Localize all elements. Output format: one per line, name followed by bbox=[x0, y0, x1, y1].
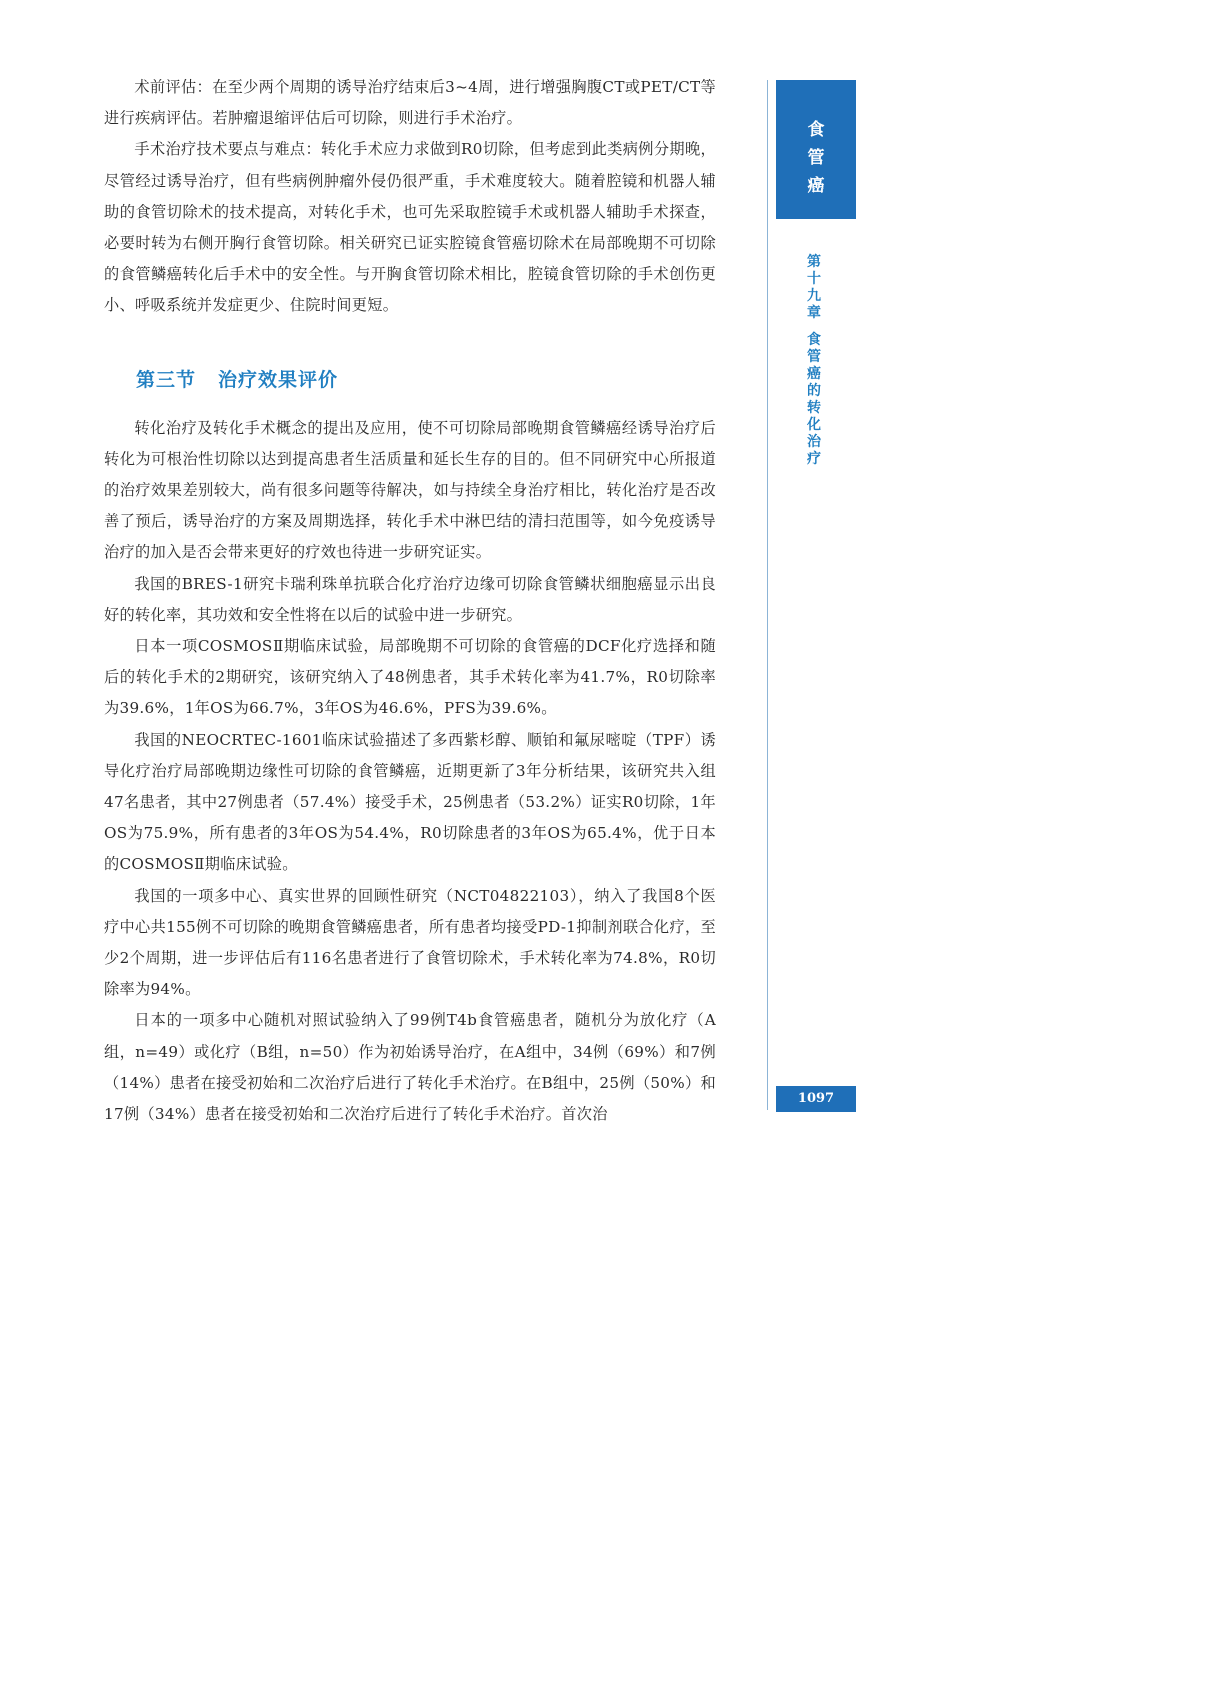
paragraph-cosmos: 日本一项COSMOSⅡ期临床试验，局部晚期不可切除的食管癌的DCF化疗选择和随后的转化手术的2期研究，该研究纳入了48例患者，其手术转化率为41.7%，R0切除率为39.6%，1年OS为66.7%，3年OS为46.6%，PFS为39.6%。 bbox=[104, 637, 716, 718]
chapter-char: 食 bbox=[807, 332, 821, 348]
chapter-tab-char: 管 bbox=[807, 148, 825, 168]
main-content bbox=[104, 72, 716, 1130]
chapter-char: 的 bbox=[807, 383, 821, 399]
section-heading bbox=[136, 365, 716, 392]
chapter-char: 治 bbox=[807, 434, 821, 450]
chapter-char: 管 bbox=[807, 349, 821, 365]
section-title: 治疗效果评价 bbox=[218, 368, 339, 391]
chapter-char: 疗 bbox=[807, 451, 821, 467]
chapter-char: 第 bbox=[807, 254, 821, 270]
chapter-tab-char: 食 bbox=[807, 120, 825, 140]
paragraph-neocrtec: 我国的NEOCRTEC-1601临床试验描述了多西紫杉醇、顺铂和氟尿嘧啶（TPF）诱导化疗治疗局部晚期边缘性可切除的食管鳞癌，近期更新了3年分析结果，该研究共入组47名患者，其中27例患者（57.4%）接受手术，25例患者（53.2%）证实R0切除，1年OS为75.9%，所有患者的3年OS为54.4%，R0切除患者的3年OS为65.4%，优于日本的COSMOSⅡ期临床试验。 bbox=[104, 730, 716, 874]
chapter-title-vertical bbox=[802, 254, 826, 468]
paragraph-bres1: 我国的BRES-1研究卡瑞利珠单抗联合化疗治疗边缘可切除食管鳞状细胞癌显示出良好的转化率，其功效和安全性将在以后的试验中进一步研究。 bbox=[104, 574, 716, 624]
chapter-title-gap bbox=[802, 322, 826, 332]
chapter-char: 十 bbox=[807, 271, 821, 287]
paragraph-japan-t4b: 日本的一项多中心随机对照试验纳入了99例T4b食管癌患者，随机分为放化疗（A组，n=49）或化疗（B组，n=50）作为初始诱导治疗，在A组中，34例（69%）和7例（14%）患者在接受初始和二次治疗后进行了转化手术治疗。在B组中，25例（50%）和17例（34%）患者在接受初始和二次治疗后进行了转化手术治疗。首次治 bbox=[104, 1011, 716, 1124]
section-number: 第三节 bbox=[136, 368, 197, 391]
paragraph-preop-evaluation: 术前评估：在至少两个周期的诱导治疗结束后3~4周，进行增强胸腹CT或PET/CT等进行疾病评估。若肿瘤退缩评估后可切除，则进行手术治疗。 bbox=[104, 78, 716, 128]
chapter-char: 转 bbox=[807, 400, 821, 416]
page-number: 1097 bbox=[776, 1086, 856, 1112]
chapter-char: 九 bbox=[807, 288, 821, 304]
chapter-char: 癌 bbox=[807, 366, 821, 382]
paragraph-surgery-key-points: 手术治疗技术要点与难点：转化手术应力求做到R0切除，但考虑到此类病例分期晚，尽管经过诱导治疗，但有些病例肿瘤外侵仍很严重，手术难度较大。随着腔镜和机器人辅助的食管切除术的技术提高，对转化手术，也可先采取腔镜手术或机器人辅助手术探查，必要时转为右侧开胸行食管切除。相关研究已证实腔镜食管癌切除术在局部晚期不可切除的食管鳞癌转化后手术中的安全性。与开胸食管切除术相比，腔镜食管切除的手术创伤更小、呼吸系统并发症更少、住院时间更短。 bbox=[104, 140, 716, 315]
chapter-tab-char: 癌 bbox=[807, 176, 825, 196]
paragraph-intro: 转化治疗及转化手术概念的提出及应用，使不可切除局部晚期食管鳞癌经诱导治疗后转化为可根治性切除以达到提高患者生活质量和延长生存的目的。但不同研究中心所报道的治疗效果差别较大，尚有很多问题等待解决，如与持续全身治疗相比，转化治疗是否改善了预后，诱导治疗的方案及周期选择，转化手术中淋巴结的清扫范围等，如今免疫诱导治疗的加入是否会带来更好的疗效也待进一步研究证实。 bbox=[104, 418, 716, 562]
chapter-tab bbox=[776, 80, 856, 219]
chapter-char: 章 bbox=[807, 305, 821, 321]
paragraph-nct04822103: 我国的一项多中心、真实世界的回顾性研究（NCT04822103），纳入了我国8个医疗中心共155例不可切除的晚期食管鳞癌患者，所有患者均接受PD-1抑制剂联合化疗，至少2个周期，进一步评估后有116名患者进行了食管切除术，手术转化率为74.8%，R0切除率为94%。 bbox=[104, 886, 716, 999]
chapter-char: 化 bbox=[807, 417, 821, 433]
sidebar-rule bbox=[767, 80, 768, 1110]
